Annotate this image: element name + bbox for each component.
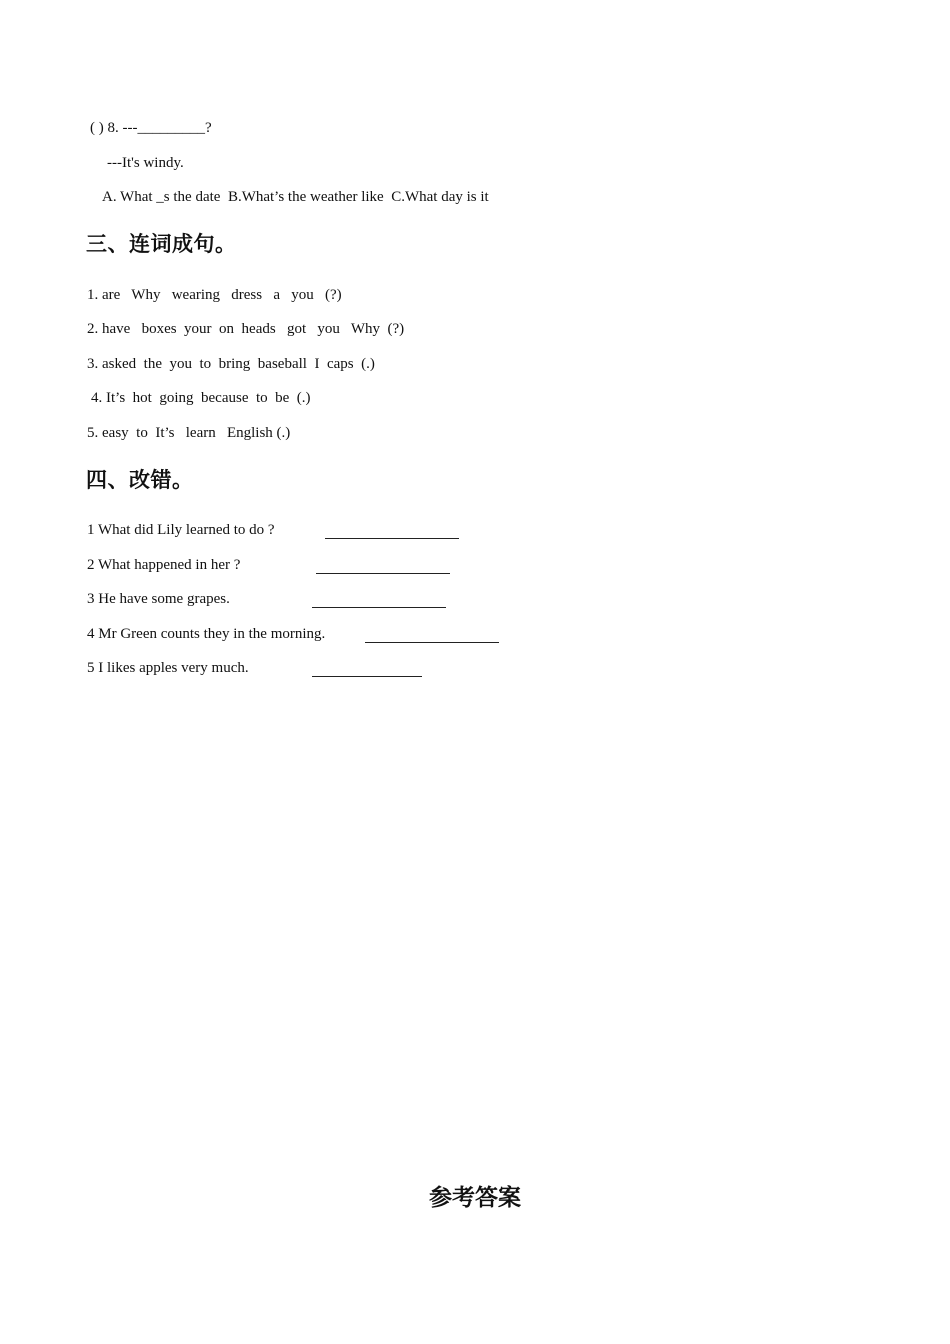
list-item: 2 What happened in her ? (87, 557, 241, 573)
question-8-reply: ---It's windy. (107, 155, 184, 171)
question-8-options: A. What _s the date B.What’s the weather like C.What day is it (102, 189, 489, 205)
list-item: 1 What did Lily learned to do ? (87, 522, 275, 538)
answer-blank[interactable] (365, 628, 499, 643)
answer-key-title: 参考答案 (429, 1185, 521, 1211)
answer-blank[interactable] (316, 559, 450, 574)
list-item: 3 He have some grapes. (87, 591, 230, 607)
list-item: 3. asked the you to bring baseball I caps (.) (87, 356, 375, 372)
question-8: ( ) 8. ---_________? (90, 120, 212, 136)
list-item: 4. It’s hot going because to be (.) (91, 390, 311, 406)
list-item: 2. have boxes your on heads got you Why (?) (87, 321, 405, 337)
list-item: 1. are Why wearing dress a you (?) (87, 287, 342, 303)
answer-blank[interactable] (312, 662, 422, 677)
list-item: 5. easy to It’s learn English (.) (87, 425, 291, 441)
list-item: 4 Mr Green counts they in the morning. (87, 626, 326, 642)
section-4-title: 四、改错。 (86, 468, 194, 492)
answer-blank[interactable] (325, 524, 459, 539)
list-item: 5 I likes apples very much. (87, 660, 249, 676)
answer-blank[interactable] (312, 593, 446, 608)
section-3-title: 三、连词成句。 (86, 232, 237, 256)
